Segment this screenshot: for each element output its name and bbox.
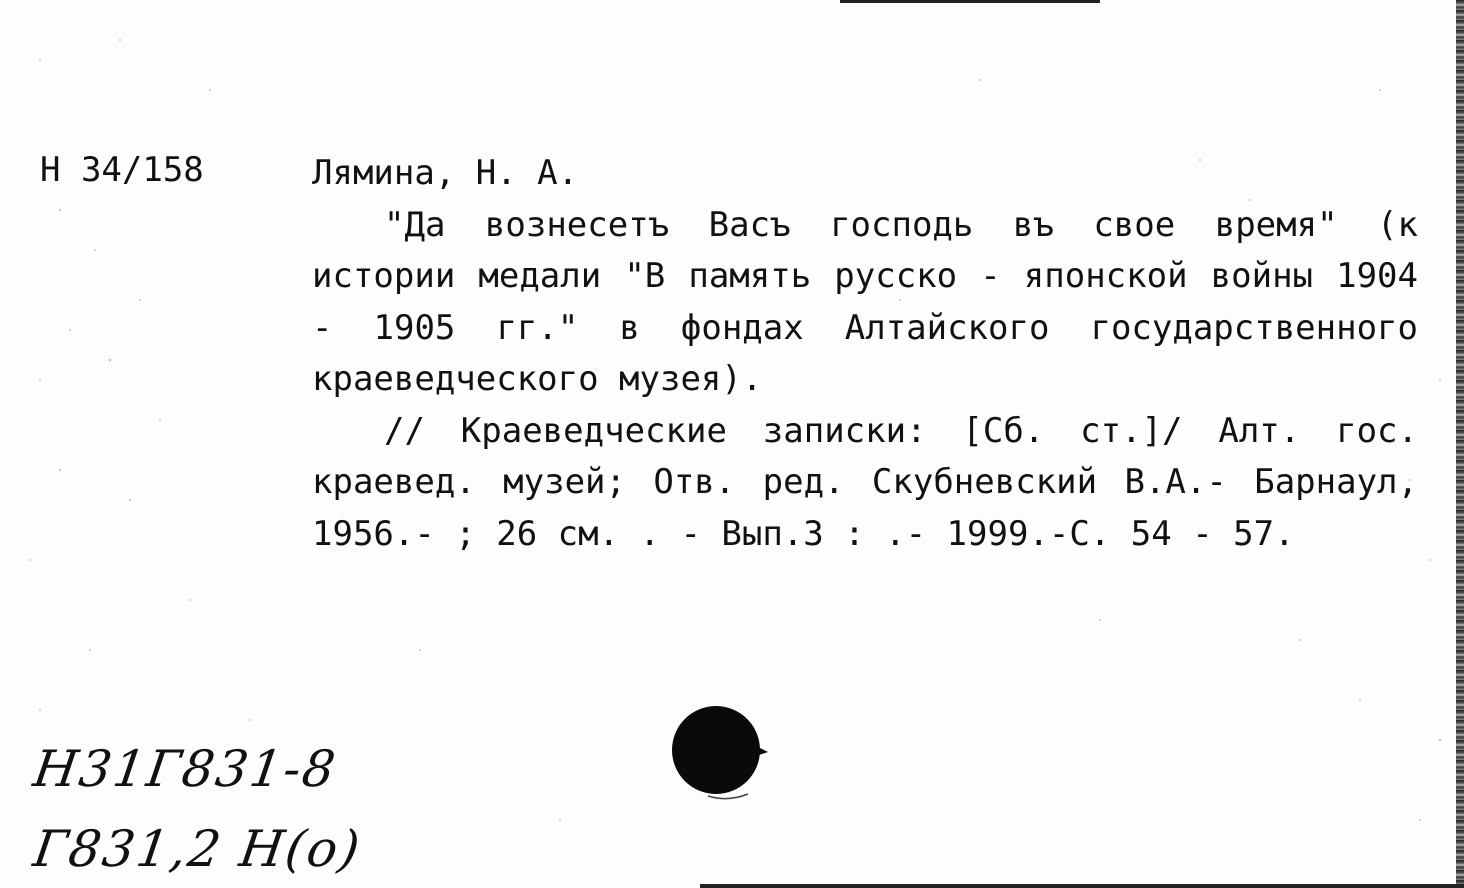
shelfmark: Н 34/158 — [40, 150, 204, 190]
right-edge-scan-artifact — [1456, 0, 1464, 888]
work-title: "Да вознесетъ Васъ господь въ свое время" (к истории медали "В память русско - японской войны 1904 - 1905 гг." в фондах Алтайского государственного краеведческого музея). — [312, 204, 1418, 399]
handwritten-classification-2: Г831,2 Н(о) — [29, 820, 365, 878]
bibliographic-entry — [312, 148, 1418, 560]
bottom-edge-mark — [700, 884, 1464, 888]
source-description: // Краеведческие записки: [Сб. ст.]/ Алт. гос. краевед. музей; Отв. ред. Скубневский В.А.- Барнаул, 1956.- ; 26 см. . - Вып.3 : .- 1999.-С. 54 - 57. — [312, 410, 1418, 554]
handwritten-classification-1: Н31Г831-8 — [29, 740, 341, 798]
punch-hole — [668, 702, 768, 802]
top-edge-mark — [840, 0, 1100, 3]
author-name: Лямина, Н. А. — [312, 153, 579, 193]
